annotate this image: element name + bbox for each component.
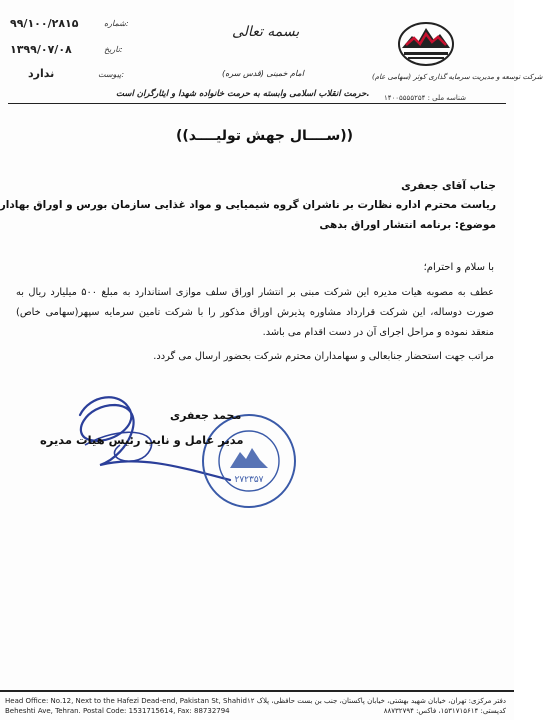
- greeting: با سلام و احترام؛: [423, 262, 494, 273]
- company-logo: [396, 14, 456, 70]
- header-banner: حرمت انقلاب اسلامی وابسته به حرمت خانواده شهدا و ایثارگران است.: [116, 89, 370, 99]
- header-divider: [8, 103, 506, 104]
- basmala: بسمه تعالی: [232, 24, 300, 40]
- subject-line: موضوع: برنامه انتشار اوراق بدهی: [319, 219, 496, 231]
- letter-number: ۹۹/۱۰۰/۲۸۱۵: [10, 17, 79, 30]
- footer-fa-line-2: کدپستی: ۱۵۳۱۷۱۵۶۱۴، فاکس: ۸۸۷۳۲۷۹۴: [383, 707, 506, 715]
- footer-address-fa: [247, 696, 506, 716]
- footer-address-en: [5, 696, 247, 716]
- recipient-name: جناب آقای جعفری: [401, 180, 496, 192]
- imam-quote: امام خمینی (قدس سره): [222, 69, 304, 78]
- footer-divider: [0, 690, 514, 692]
- footer-en-line-1: Head Office: No.12, Next to the Hafezi Dead-end, Pakistan St, Shahid: [5, 697, 247, 705]
- attachment-label: پیوست:: [98, 70, 125, 79]
- footer-en-line-2: Beheshti Ave, Tehran. Postal Code: 1531715614, Fax: 88732794: [5, 707, 230, 715]
- letter-number-label: شماره:: [104, 19, 129, 28]
- company-name: شرکت توسعه و مدیریت سرمایه گذاری کوثر (سهامی عام): [372, 73, 543, 81]
- signatory-title: مدیر عامل و نایب رئیس هیات مدیره: [40, 433, 244, 447]
- seal-number: ۲۷۲۳۵۷: [234, 475, 264, 485]
- closing-line: مراتب جهت استحضار جنابعالی و سهامداران محترم شرکت بحضور ارسال می گردد.: [153, 351, 494, 362]
- footer-fa-line-1: دفتر مرکزی: تهران، خیابان شهید بهشتی، خیابان پاکستان، جنب بن بست حافظی، پلاک ۱۲: [246, 697, 506, 705]
- recipient-title: ریاست محترم اداره نظارت بر ناشران گروه شیمیایی و مواد غذایی سازمان بورس و اوراق بهادار: [0, 199, 496, 211]
- letter-date: ۱۳۹۹/۰۷/۰۸: [10, 43, 72, 56]
- year-slogan: ((ســــال جهش تولیــــد)): [176, 128, 354, 144]
- letter-date-label: تاریخ:: [104, 45, 123, 54]
- signatory-name: محمد جعفری: [170, 409, 242, 422]
- registration-number: شناسه ملی : ۱۴۰۰۵۵۵۵۲۵۴: [384, 94, 467, 102]
- attachment-value: ندارد: [28, 67, 55, 80]
- company-seal: [200, 412, 298, 510]
- body-paragraph: عطف به مصوبه هیات مدیره این شرکت مبنی بر انتشار اوراق سلف موازی استاندارد به مبلغ ۵۰۰ میلیارد ریال به صورت دوساله، این شرکت قرارداد مشاوره پذیرش اوراق مذکور را با شرکت تامین سرمایه سپهر(سهامی خاص) منعقد نموده و مراحل اجرای آن در دست اقدام می باشد.: [16, 287, 494, 338]
